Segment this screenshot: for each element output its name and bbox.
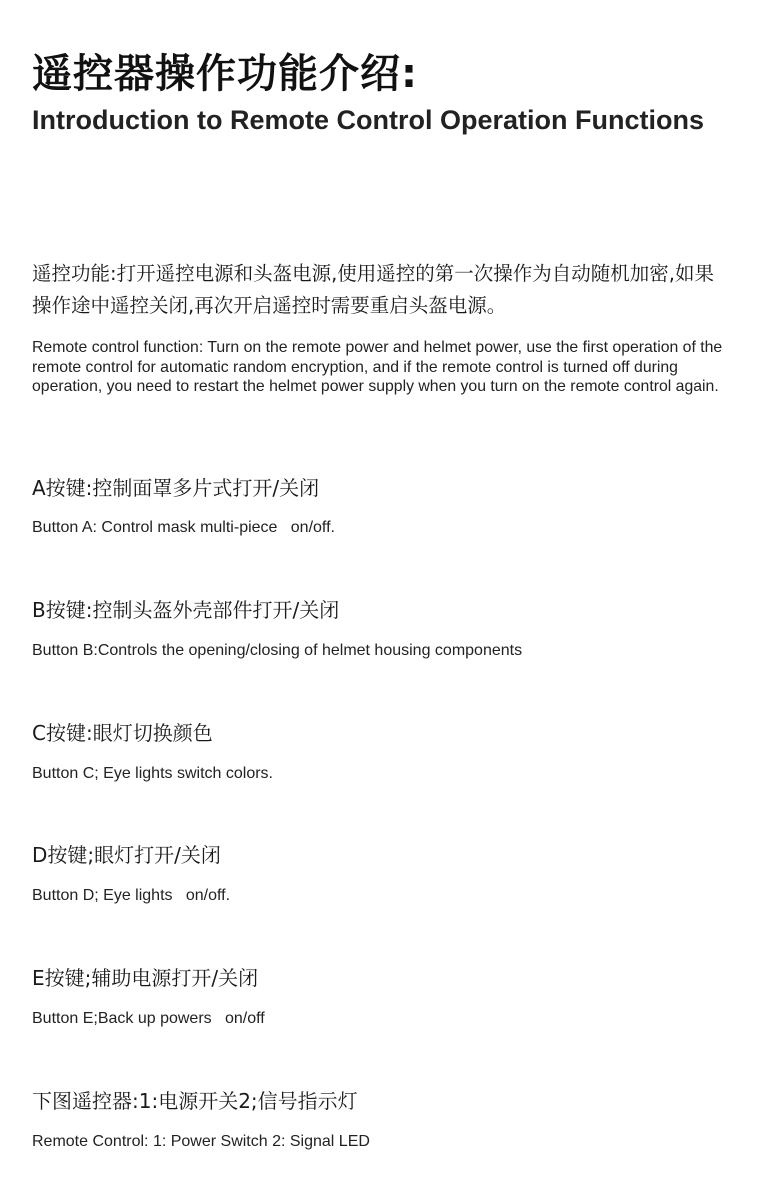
- button-a-english: Button A: Control mask multi-piece on/off.: [32, 519, 335, 536]
- button-b-chinese: B按键:控制头盔外壳部件打开/关闭: [32, 598, 340, 622]
- page-title-chinese: 遥控器操作功能介绍:: [32, 51, 418, 97]
- button-b-english: Button B:Controls the opening/closing of helmet housing components: [32, 642, 523, 659]
- button-e-english: Button E;Back up powers on/off: [32, 1010, 265, 1027]
- intro-english: Remote control function: Turn on the remote power and helmet power, use the first operation of the remote control for automatic random encryption, and if the remote control is turned off during operation, you need to restart the helmet power supply when you turn on the remote control again.: [32, 339, 723, 395]
- button-c-chinese: C按键:眼灯切换颜色: [32, 721, 213, 745]
- button-d-chinese: D按键;眼灯打开/关闭: [32, 843, 221, 867]
- button-c-english: Button C; Eye lights switch colors.: [32, 765, 273, 782]
- button-d-english: Button D; Eye lights on/off.: [32, 887, 231, 904]
- page-title-english: Introduction to Remote Control Operation Functions: [32, 105, 704, 135]
- remote-chinese: 下图遥控器:1:电源开关2;信号指示灯: [32, 1089, 358, 1113]
- button-e-chinese: E按键;辅助电源打开/关闭: [32, 966, 259, 990]
- button-a-chinese: A按键:控制面罩多片式打开/关闭: [32, 476, 320, 500]
- remote-english: Remote Control: 1: Power Switch 2: Signal LED: [32, 1133, 370, 1150]
- intro-chinese: 遥控功能:打开遥控电源和头盔电源,使用遥控的第一次操作为自动随机加密,如果操作途中遥控关闭,再次开启遥控时需要重启头盔电源。: [32, 262, 714, 317]
